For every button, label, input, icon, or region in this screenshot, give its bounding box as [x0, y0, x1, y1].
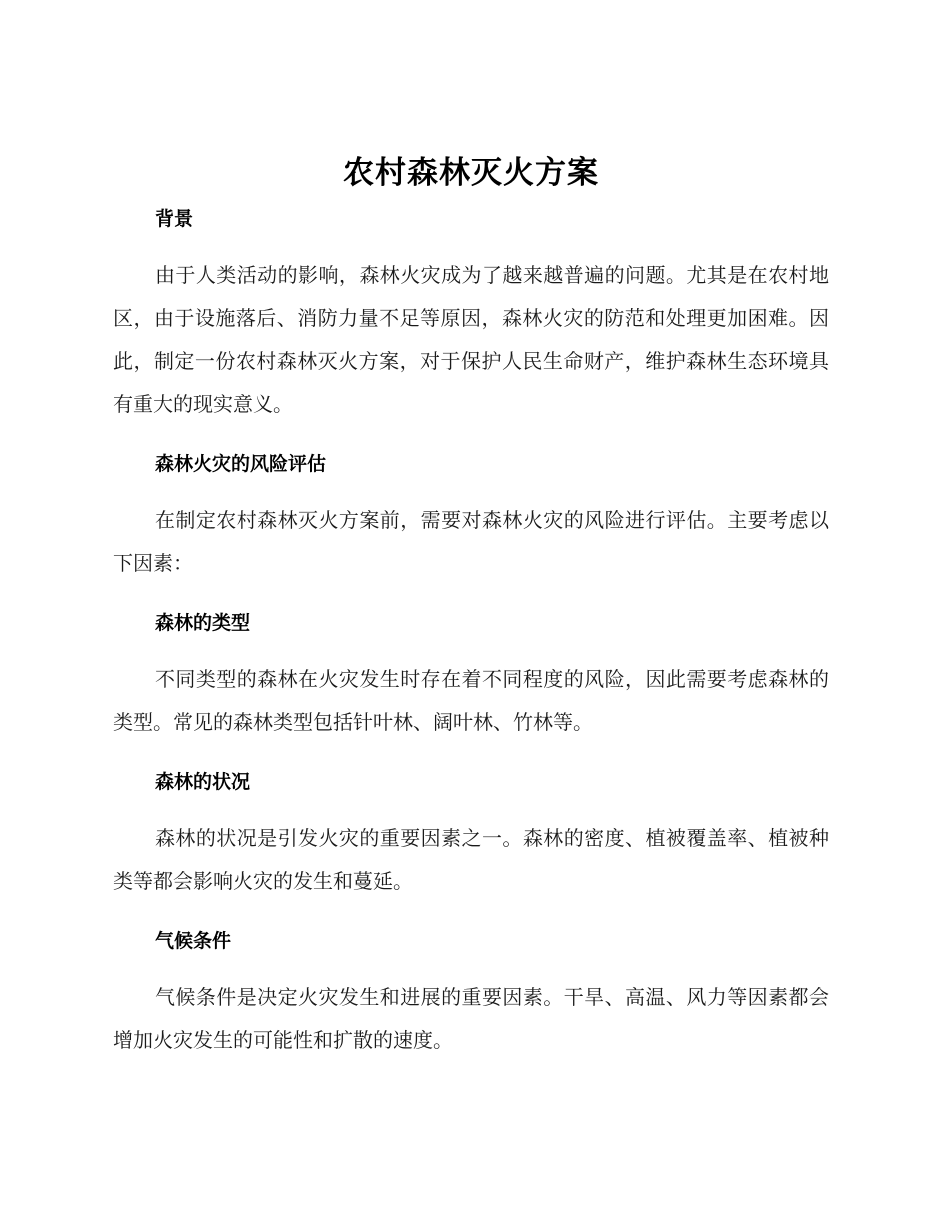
section-heading-climate: 气候条件 [155, 930, 232, 952]
section-paragraph-background: 由于人类活动的影响，森林火灾成为了越来越普遍的问题。尤其是在农村地区，由于设施落后、消防力量不足等原因，森林火灾的防范和处理更加困难。因此，制定一份农村森林灭火方案，对于保护人民生命财产，维护森林生态环境具有重大的现实意义。 [113, 263, 829, 416]
document-title: 农村森林灭火方案 [343, 155, 599, 191]
section-paragraph-forest-condition: 森林的状况是引发火灾的重要因素之一。森林的密度、植被覆盖率、植被种类等都会影响火灾的发生和蔓延。 [113, 826, 829, 893]
section-heading-forest-condition: 森林的状况 [155, 771, 251, 793]
section-heading-background: 背景 [155, 208, 194, 230]
section-paragraph-forest-type: 不同类型的森林在火灾发生时存在着不同程度的风险，因此需要考虑森林的类型。常见的森林类型包括针叶林、阔叶林、竹林等。 [113, 667, 829, 734]
section-heading-risk-assessment: 森林火灾的风险评估 [155, 453, 327, 475]
section-paragraph-risk-assessment: 在制定农村森林灭火方案前，需要对森林火灾的风险进行评估。主要考虑以下因素： [113, 508, 829, 575]
section-paragraph-climate: 气候条件是决定火灾发生和进展的重要因素。干旱、高温、风力等因素都会增加火灾发生的可能性和扩散的速度。 [113, 985, 829, 1052]
section-heading-forest-type: 森林的类型 [155, 612, 251, 634]
document-body [113, 150, 829, 1062]
